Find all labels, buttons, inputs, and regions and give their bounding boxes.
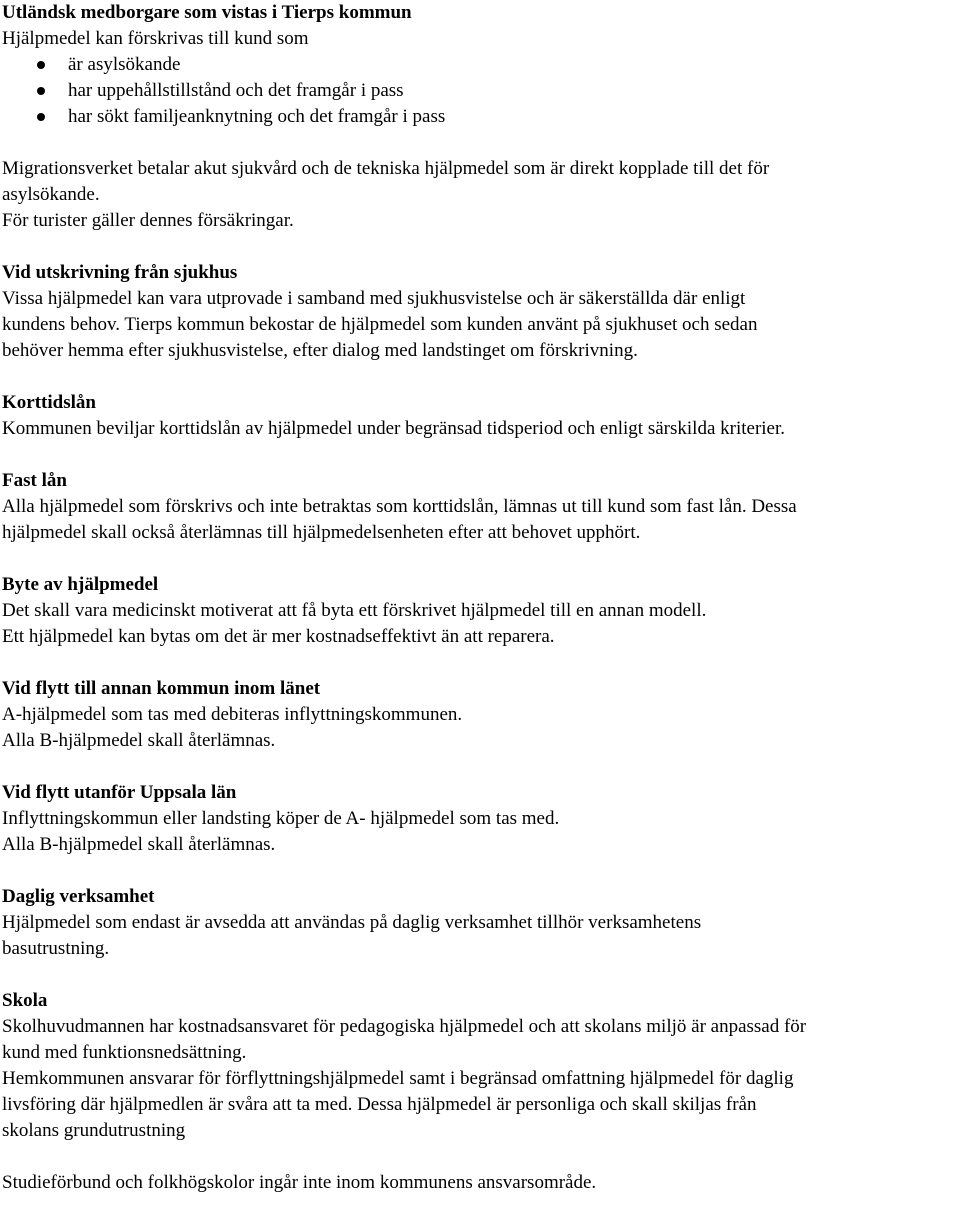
section-exchange [2,572,960,650]
section-line: Skolhuvudmannen har kostnadsansvaret för pedagogiska hjälpmedel och att skolans miljö är anpassad för [2,1016,807,1037]
section-school [2,988,960,1144]
section-heading: Byte av hjälpmedel [2,574,159,595]
spacer [2,1144,960,1170]
section-heading: Vid flytt utanför Uppsala län [2,782,237,803]
section-line: Hjälpmedel som endast är avsedda att användas på daglig verksamhet tillhör verksamhetens [2,912,702,933]
spacer [2,858,960,884]
section-line: Det skall vara medicinskt motiverat att få byta ett förskrivet hjälpmedel till en annan modell. [2,600,707,621]
spacer [2,364,960,390]
section-move-outside-county [2,780,960,858]
spacer [2,442,960,468]
section-heading: Vid utskrivning från sjukhus [2,262,238,283]
section-line: Hemkommunen ansvarar för förflyttningshjälpmedel samt i begränsad omfattning hjälpmedel för daglig [2,1068,794,1089]
spacer [2,962,960,988]
intro-paragraph-line: För turister gäller dennes försäkringar. [2,210,294,231]
section-heading: Vid flytt till annan kommun inom länet [2,678,321,699]
section-discharge [2,260,960,364]
section-heading: Fast lån [2,470,67,491]
list-item [2,78,960,104]
section-line: kundens behov. Tierps kommun bekostar de hjälpmedel som kunden använt på sjukhuset och sedan [2,314,758,335]
section-heading: Daglig verksamhet [2,886,155,907]
intro-lead: Hjälpmedel kan förskrivas till kund som [2,28,309,49]
list-item-text: är asylsökande [68,54,181,75]
spacer [2,650,960,676]
section-line: Alla B-hjälpmedel skall återlämnas. [2,730,276,751]
section-permanent-loan [2,468,960,546]
spacer [2,754,960,780]
spacer [2,546,960,572]
section-short-term-loan [2,390,960,442]
eligibility-list [2,52,960,130]
list-item [2,104,960,130]
section-line: skolans grundutrustning [2,1120,186,1141]
section-line: hjälpmedel skall också återlämnas till hjälpmedelsenheten efter att behovet upphört. [2,522,641,543]
section-line: A-hjälpmedel som tas med debiteras inflyttningskommunen. [2,704,463,725]
section-line: Ett hjälpmedel kan bytas om det är mer kostnadseffektivt än att reparera. [2,626,555,647]
section-line: Alla B-hjälpmedel skall återlämnas. [2,834,276,855]
section-line: livsföring där hjälpmedlen är svåra att ta med. Dessa hjälpmedel är personliga och skall skiljas från [2,1094,757,1115]
section-line: Kommunen beviljar korttidslån av hjälpmedel under begränsad tidsperiod och enligt särskilda kriterier. [2,418,786,439]
closing-statement: Studieförbund och folkhögskolor ingår inte inom kommunens ansvarsområde. [2,1172,597,1193]
list-item-text: har sökt familjeanknytning och det framgår i pass [68,106,446,127]
list-item [2,52,960,78]
intro-paragraph-line: asylsökande. [2,184,100,205]
section-line: Inflyttningskommun eller landsting köper de A- hjälpmedel som tas med. [2,808,560,829]
section-line: Vissa hjälpmedel kan vara utprovade i samband med sjukhusvistelse och är säkerställda där enligt [2,288,746,309]
intro-heading: Utländsk medborgare som vistas i Tierps kommun [2,2,412,23]
spacer [2,130,960,156]
bullet-icon [37,87,45,95]
section-line: kund med funktionsnedsättning. [2,1042,247,1063]
list-item-text: har uppehållstillstånd och det framgår i pass [68,80,404,101]
intro-paragraph-line: Migrationsverket betalar akut sjukvård och de tekniska hjälpmedel som är direkt kopplade till det för [2,158,770,179]
section-line: Alla hjälpmedel som förskrivs och inte betraktas som korttidslån, lämnas ut till kund som fast lån. Dessa [2,496,797,517]
intro-section [2,0,960,234]
bullet-icon [37,113,45,121]
bullet-icon [37,61,45,69]
spacer [2,234,960,260]
section-heading: Skola [2,990,48,1011]
section-heading: Korttidslån [2,392,96,413]
section-line: behöver hemma efter sjukhusvistelse, efter dialog med landstinget om förskrivning. [2,340,638,361]
section-line: basutrustning. [2,938,110,959]
section-daily-activity [2,884,960,962]
section-move-within-county [2,676,960,754]
